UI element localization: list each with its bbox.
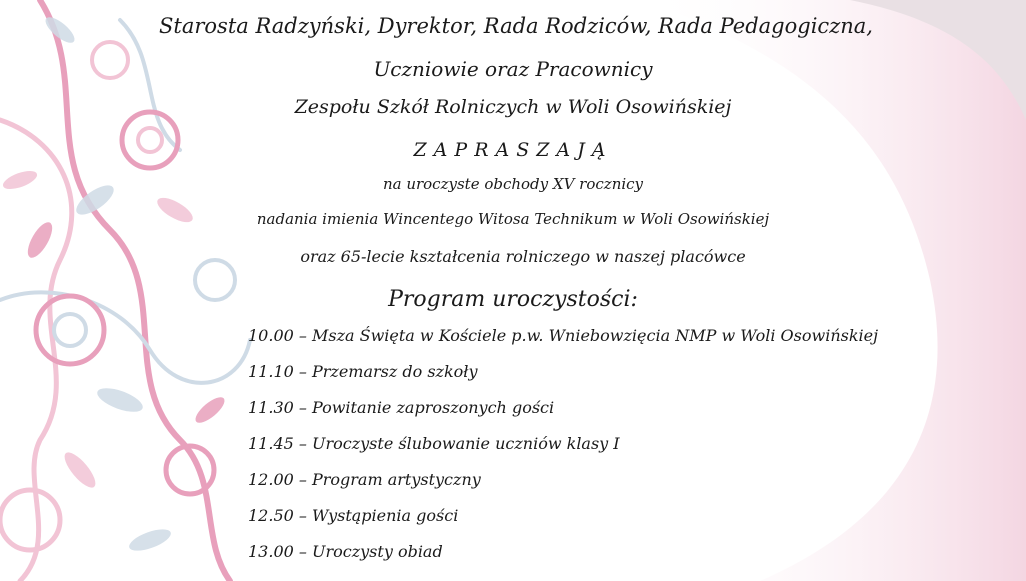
schedule-item: 13.00 – Uroczysty obiad [248,542,443,561]
schedule-item: 10.00 – Msza Święta w Kościele p.w. Wniebowzięcia NMP w Woli Osowińskiej [248,326,879,345]
occasion-line-3: oraz 65-lecie kształcenia rolniczego w naszej placówce [300,247,746,266]
school-name: Zespołu Szkół Rolniczych w Woli Osowińskiej [294,96,732,118]
schedule-item: 11.10 – Przemarsz do szkoły [248,362,478,381]
occasion-line-1: na uroczyste obchody XV rocznicy [382,175,644,193]
occasion-line-2: nadania imienia Wincentego Witosa Technikum w Woli Osowińskiej [256,210,770,228]
invite-heading: ZAPRASZAJĄ [413,139,613,161]
hosts-line-2: Uczniowie oraz Pracownicy [373,57,653,81]
program-title: Program uroczystości: [388,287,638,312]
hosts-line: Starosta Radzyński, Dyrektor, Rada Rodziców, Rada Pedagogiczna, [159,14,873,38]
schedule-item: 11.45 – Uroczyste ślubowanie uczniów klasy I [248,434,620,453]
program-schedule [248,325,878,577]
schedule-item: 12.00 – Program artystyczny [248,470,481,489]
schedule-item: 11.30 – Powitanie zaproszonych gości [248,398,555,417]
schedule-item: 12.50 – Wystąpienia gości [248,506,459,525]
